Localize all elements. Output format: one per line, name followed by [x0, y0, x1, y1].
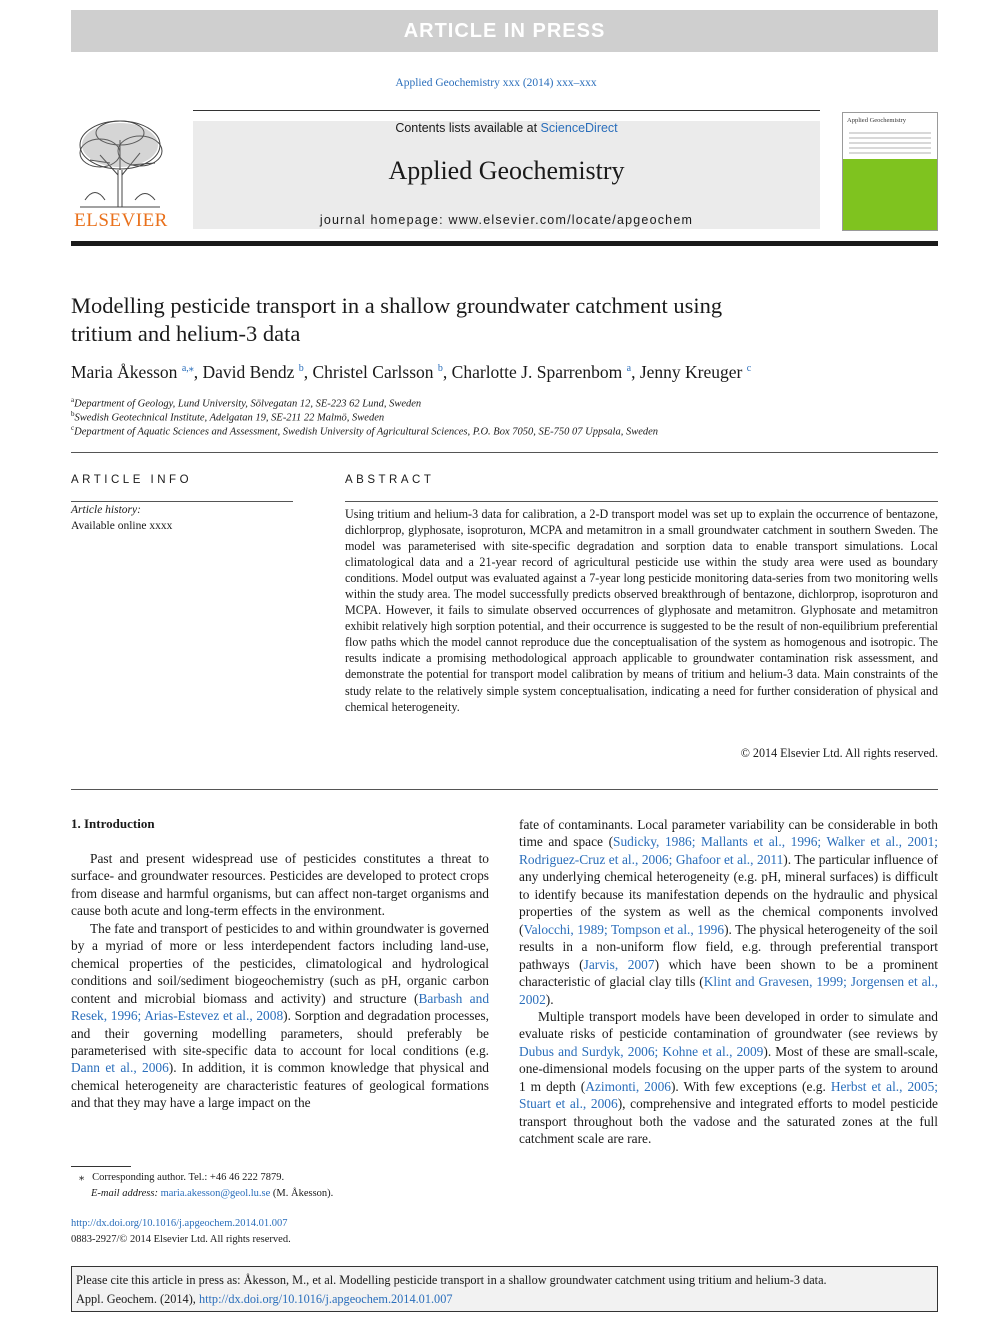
cover-green-panel	[843, 159, 937, 230]
citation-journal: Appl. Geochem. (2014),	[76, 1291, 199, 1306]
section-rule	[71, 452, 938, 453]
citation-link[interactable]: Klint and Gravesen, 1999; Jorgensen et al., 2002	[519, 974, 938, 1007]
contents-prefix: Contents lists available at	[395, 121, 541, 135]
affiliation-mark: a	[71, 396, 75, 404]
author-separator: ,	[303, 362, 313, 382]
journal-homepage	[193, 213, 820, 227]
affiliation-c	[71, 424, 938, 438]
corresponding-author-text: Corresponding author. Tel.: +46 46 222 7879.	[92, 1172, 285, 1183]
author-separator: ,	[193, 362, 203, 382]
citation-text: Please cite this article in press as: Åkesson, M., et al. Modelling pesticide transport in a shallow groundwater catchment using tritium and helium-3 data.	[76, 1273, 827, 1287]
paragraph: The fate and transport of pesticides to and within groundwater is governed by a myriad of more or less interdependent factors including land-use, chemical properties of the pesticides, climatological and hydrological conditions and soil/sediment biogeochemistry (such as pH, organic carbon content and microbial biomass and activity) and structure (Barbash and Resek, 1996; Arias-Estevez et al., 2008). Sorption and degradation processes, and their governing modelling parameters, should preferably be parameterised with site-specific data to account for local conditions (e.g. Dann et al., 2006). In addition, it is common knowledge that physical and chemical heterogeneity are characteristic features of geological formations and that they may have a large impact on the	[71, 920, 490, 1111]
sciencedirect-link[interactable]: ScienceDirect	[540, 121, 618, 135]
corresponding-author-footnote	[71, 1170, 491, 1201]
abstract-heading: ABSTRACT	[345, 474, 435, 486]
author-affiliation-mark[interactable]: a,⁎	[181, 363, 194, 375]
section-rule	[71, 789, 938, 790]
author-name[interactable]: David Bendz	[202, 362, 295, 382]
affiliation-b	[71, 410, 938, 424]
header-rule	[71, 241, 938, 246]
author-name[interactable]: Christel Carlsson	[312, 362, 434, 382]
issn-line: 0883-2927/© 2014 Elsevier Ltd. All rights reserved.	[71, 1233, 291, 1245]
title-line-2: tritium and helium-3 data	[71, 321, 301, 346]
doi-link[interactable]: http://dx.doi.org/10.1016/j.apgeochem.2014.01.007	[71, 1218, 288, 1229]
affiliation-a	[71, 396, 938, 410]
author-affiliation-mark[interactable]: b	[298, 363, 304, 375]
citation-link[interactable]: Barbash and Resek, 1996; Arias-Estevez et al., 2008	[71, 990, 490, 1024]
header-top-rule	[193, 110, 820, 111]
affiliation-text: Department of Aquatic Sciences and Assessment, Swedish University of Agricultural Sciences, P.O. Box 7050, SE-750 07 Uppsala, Sweden	[74, 426, 659, 438]
citation-link[interactable]: Valocchi, 1989; Tompson et al., 1996	[523, 921, 725, 937]
title-line-1: Modelling pesticide transport in a shallow groundwater catchment using	[71, 293, 723, 318]
author-name[interactable]: Charlotte J. Sparrenbom	[451, 362, 623, 382]
paragraph: Multiple transport models have been developed in order to simulate and evaluate risks of pesticide contamination of groundwater (see reviews by Dubus and Surdyk, 2006; Kohne et al., 2009). Most of these are small-scale, one-dimensional models focusing on the upper parts of the system to around 1 m depth (Azimonti, 2006). With few exceptions (e.g. Herbst et al., 2005; Stuart et al., 2006), comprehensive and integrated efforts to model pesticide transport throughout both the vadose and the saturated zones at the full catchment scale are rare.	[519, 1008, 939, 1147]
author-name[interactable]: Jenny Kreuger	[639, 362, 743, 382]
affiliation-mark: b	[71, 410, 75, 418]
author-separator: ,	[631, 362, 640, 382]
article-info-heading: ARTICLE INFO	[71, 474, 193, 486]
doi-block	[71, 1216, 291, 1247]
affiliation-text: Swedish Geotechnical Institute, Adelgatan 19, SE-211 22 Malmö, Sweden	[74, 412, 385, 424]
author-affiliation-mark[interactable]: b	[437, 363, 443, 375]
elsevier-logo[interactable]: ELSEVIER	[74, 210, 168, 231]
abstract-rule	[345, 501, 938, 502]
journal-citation-top[interactable]: Applied Geochemistry xxx (2014) xxx–xxx	[395, 77, 597, 89]
citation-link[interactable]: Dann et al., 2006	[71, 1060, 169, 1076]
article-title	[71, 292, 851, 348]
abstract-text: Using tritium and helium-3 data for calibration, a 2-D transport model was set up to explain the occurrence of bentazone, dichlorprop, glyphosate, isoproturon, MCPA and metamitron in a small groundwater catchment in southern Sweden. The model was parameterised with site-specific degradation and sorption data to enable transport simulations. Local climatological data and a 21-year record of agricultural pesticide use within the study area were used as boundary conditions. Model output was evaluated against a 7-year long pesticide monitoring data-series from two monitoring wells within the study area. The model successfully predicts observed breakthrough of bentazone, dichlorprop, isoproturon and MCPA. However, it fails to simulate observed occurrences of glyphosate and metamitron. Glyphosate and metamitron exhibit relatively high sorption potential, and their occurrence is suggested to be the result of non-equilibrium preferential flow paths which the model cannot reproduce due the conceptualisation of the system as homogenous and isotropic. The results indicate a promising methodological approach applicable to groundwater contamination risk assessment, and demonstrate the potential for transport model calibration by means of tritium and helium-3 data. Main constraints of the study relate to the relatively simple system conceptualisation, indicating a need for further consideration of physical and chemical heterogeneity.	[345, 507, 938, 714]
cover-text-lines	[843, 129, 937, 157]
email-link[interactable]: maria.akesson@geol.lu.se	[160, 1187, 271, 1199]
cover-title: Applied Geochemistry	[847, 117, 907, 124]
citation-link[interactable]: Azimonti, 2006	[585, 1078, 671, 1094]
email-suffix: (M. Åkesson).	[270, 1187, 334, 1199]
paragraph: fate of contaminants. Local parameter variability can be considerable in both time and space (Sudicky, 1986; Mallants et al., 1996; Walker et al., 2001; Rodriguez-Cruz et al., 2006; Ghafoor et al., 2011). The particular influence of any underlying chemical heterogeneity (e.g. pH, mineral surfaces) is difficult to identify because its manifestation depends on the hydraulic and physical properties of the system as well as the chemical components involved (Valocchi, 1989; Tompson et al., 1996). The physical heterogeneity of the soil results in a non-uniform flow field, e.g. through preferential transport pathways (Jarvis, 2007) which have been shown to be a prominent characteristic of glacial clay tills (Klint and Gravesen, 1999; Jorgensen et al., 2002).	[519, 817, 939, 1007]
article-info-rule	[71, 501, 293, 502]
email-label: E-mail address:	[91, 1187, 161, 1199]
affiliation-text: Department of Geology, Lund University, Sölvegatan 12, SE-223 62 Lund, Sweden	[74, 398, 422, 410]
citation-link[interactable]: Herbst et al., 2005; Stuart et al., 2006	[519, 1078, 938, 1112]
citation-link[interactable]: Sudicky, 1986; Mallants et al., 1996; Walker et al., 2001; Rodriguez-Cruz et al., 2006; Ghafoor et al., 2011	[519, 834, 938, 867]
article-history-label: Article history:	[71, 504, 141, 516]
author-affiliation-mark[interactable]: a	[626, 363, 632, 375]
homepage-url[interactable]: www.elsevier.com/locate/apgeochem	[448, 213, 694, 227]
paragraph: Past and present widespread use of pesticides constitutes a threat to surface- and groundwater resources. Pesticides are developed to protect crops from disease and harmful organisms, but can affect non-target organisms and cause both acute and long-term effects in the environment.	[71, 851, 489, 919]
article-history-value: Available online xxxx	[71, 520, 173, 532]
elsevier-tree-icon	[70, 115, 170, 210]
citation-link[interactable]: Dubus and Surdyk, 2006; Kohne et al., 2009	[519, 1043, 764, 1059]
journal-cover-thumbnail[interactable]	[842, 112, 938, 231]
body-column-right	[519, 816, 938, 1148]
affiliation-mark: c	[71, 424, 75, 432]
journal-name: Applied Geochemistry	[388, 156, 625, 185]
footnote-mark: ⁎	[79, 1172, 85, 1183]
footnote-rule	[71, 1166, 131, 1167]
citation-doi-link[interactable]: http://dx.doi.org/10.1016/j.apgeochem.2014.01.007	[198, 1291, 453, 1306]
author-separator: ,	[442, 362, 452, 382]
abstract-copyright: © 2014 Elsevier Ltd. All rights reserved.	[740, 746, 938, 760]
section-heading-introduction: 1. Introduction	[71, 816, 155, 831]
body-column-left	[71, 850, 489, 1112]
citation-notice-box	[71, 1266, 938, 1312]
author-list	[71, 362, 938, 383]
homepage-prefix: journal homepage:	[319, 213, 449, 227]
author-affiliation-mark[interactable]: c	[746, 363, 752, 375]
article-in-press-banner: ARTICLE IN PRESS	[71, 10, 938, 52]
citation-link[interactable]: Jarvis, 2007	[583, 956, 655, 972]
author-name[interactable]: Maria Åkesson	[71, 362, 178, 382]
contents-availability	[193, 121, 820, 135]
